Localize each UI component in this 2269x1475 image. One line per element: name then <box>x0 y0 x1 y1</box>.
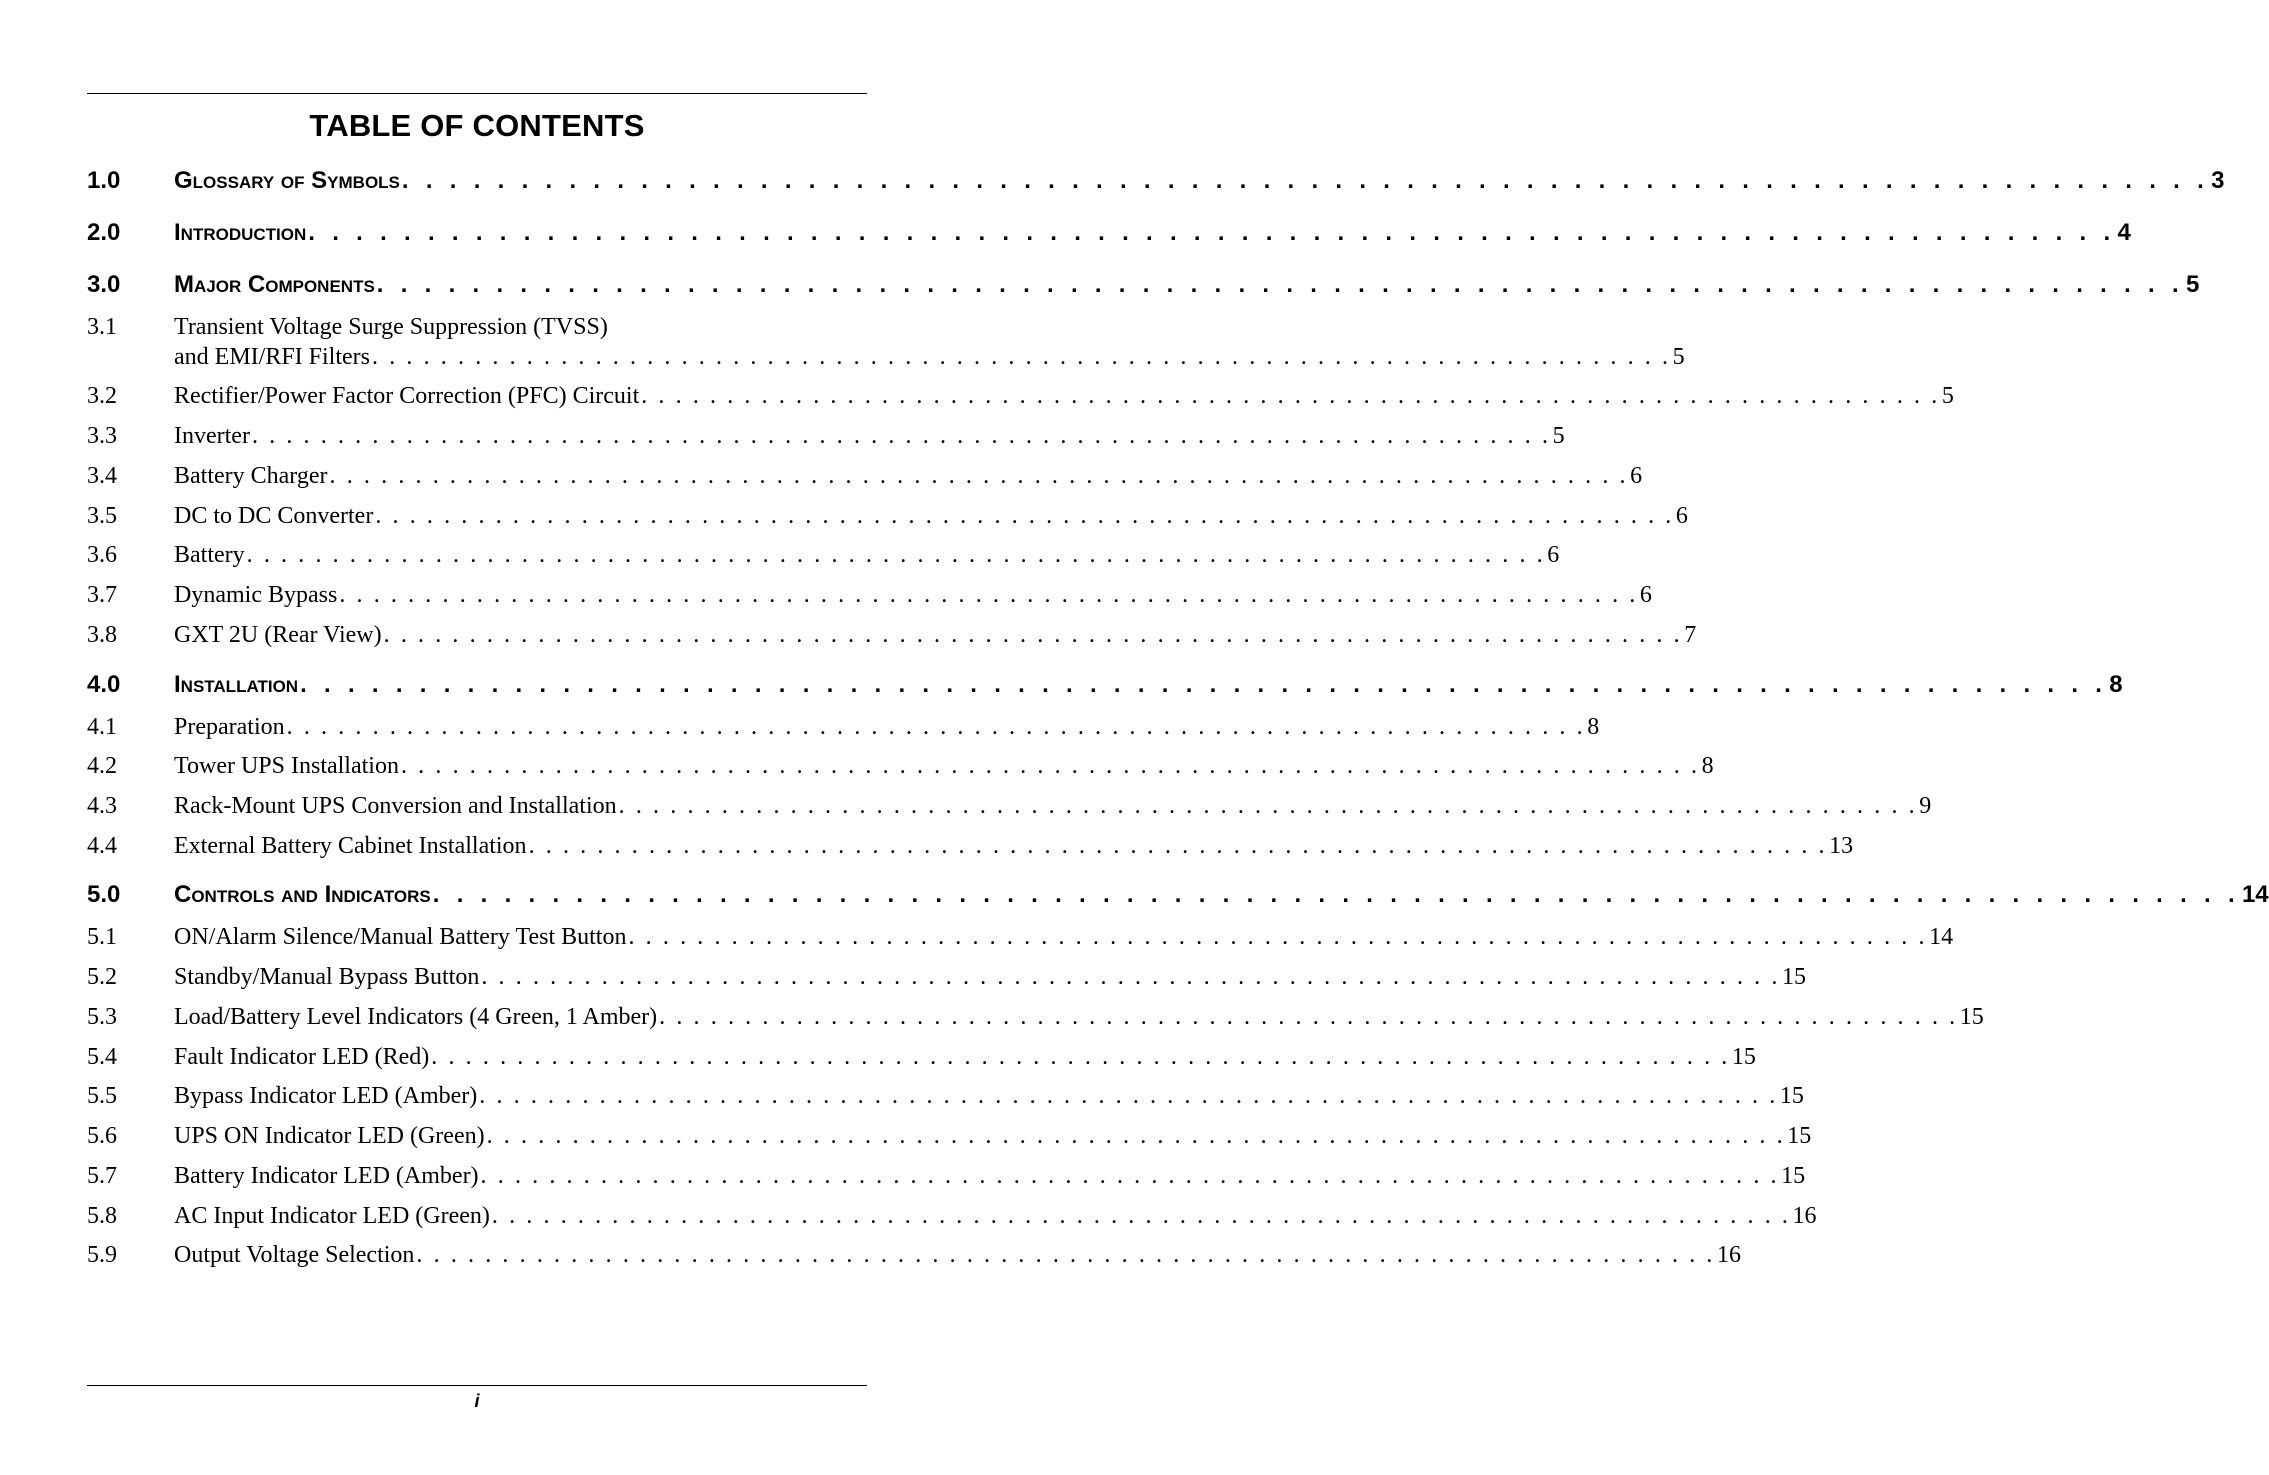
subsection-title: Dynamic Bypass <box>174 582 338 608</box>
toc-subsection[interactable] <box>87 1081 1804 1111</box>
dot-leader: . . . . . . . . . . . . . . . . . . . . . . . . . . . . . . . . . . . . . . . . . . . . . . . . . . . . . . . . . . . . . . . . . . . . . . . . . . . . <box>375 503 1674 529</box>
page-number: 16 <box>1717 1242 1742 1268</box>
dot-leader: . . . . . . . . . . . . . . . . . . . . . . . . . . . . . . . . . . . . . . . . . . . . . . . . . . . . . . . . . . . . . . . . . . . . . . . . . . . . <box>491 1203 1791 1229</box>
subsection-title: Rectifier/Power Factor Correction (PFC) Circuit <box>174 383 640 409</box>
dot-leader: . . . . . . . . . . . . . . . . . . . . . . . . . . . . . . . . . . . . . . . . . . . . . . . . . . . . . . . . . . . . . . . . . . . . . . . . . . . . <box>528 833 1828 859</box>
subsection-title: DC to DC Converter <box>174 503 374 529</box>
section-title: Controls and Indicators <box>174 881 431 908</box>
subsection-title: Rack-Mount UPS Conversion and Installation <box>174 793 617 819</box>
subsection-number: 5.3 <box>87 1004 117 1030</box>
page-number: 6 <box>1547 542 1560 568</box>
page-number: 6 <box>1630 463 1643 489</box>
toc-subsection[interactable] <box>87 1161 1806 1191</box>
subsection-number: 4.2 <box>87 753 117 779</box>
section-number: 5.0 <box>87 881 121 908</box>
section-number: 4.0 <box>87 671 121 698</box>
toc-subsection[interactable] <box>87 381 1954 411</box>
subsection-number: 3.6 <box>87 542 117 568</box>
subsection-number: 3.2 <box>87 383 117 409</box>
page-number: 15 <box>1959 1004 1984 1030</box>
page-number: 5 <box>1552 423 1565 449</box>
page-number: 8 <box>1701 753 1714 779</box>
page-number: 16 <box>1792 1203 1817 1229</box>
dot-leader: . . . . . . . . . . . . . . . . . . . . . . . . . . . . . . . . . . . . . . . . . . . . . . . . . . . . . . . . . . . . . . . . . . . . . . . . . . . . <box>659 1004 1958 1030</box>
bottom-rule <box>87 1385 867 1386</box>
subsection-title: Transient Voltage Surge Suppression (TVSS) <box>174 314 608 340</box>
page-title: TABLE OF CONTENTS <box>309 108 645 143</box>
page-number: 4 <box>2117 219 2131 246</box>
subsection-title: Battery Charger <box>174 463 328 489</box>
subsection-title: Inverter <box>174 423 250 449</box>
section-title: Glossary of Symbols <box>174 167 400 194</box>
dot-leader: . . . . . . . . . . . . . . . . . . . . . . . . . . . . . . . . . . . . . . . . . . . . . . . . . . . . . . . . . . . . . . . . . . . . . . . . . . . . <box>479 1083 1778 1109</box>
page-number: 15 <box>1731 1044 1756 1070</box>
toc-subsection[interactable] <box>87 1240 1742 1270</box>
subsection-title: Load/Battery Level Indicators (4 Green, 1 Amber) <box>174 1004 658 1030</box>
page-number: 15 <box>1781 1163 1806 1189</box>
page-number: 15 <box>1787 1123 1812 1149</box>
toc-subsection[interactable] <box>87 1121 1812 1151</box>
subsection-number: 5.7 <box>87 1163 117 1189</box>
toc-section[interactable] <box>87 167 2225 195</box>
subsection-number: 3.1 <box>87 314 117 340</box>
subsection-title: Standby/Manual Bypass Button <box>174 964 480 990</box>
subsection-title: GXT 2U (Rear View) <box>174 622 382 648</box>
dot-leader: . . . . . . . . . . . . . . . . . . . . . . . . . . . . . . . . . . . . . . . . . . . . . . . . . . . . . . . . . . . . . . . . . . . . . . . . . . . . <box>432 881 2240 908</box>
toc-subsection[interactable] <box>87 831 1854 861</box>
subsection-number: 3.7 <box>87 582 117 608</box>
section-number: 2.0 <box>87 219 121 246</box>
toc-subsection[interactable] <box>87 1002 1984 1032</box>
dot-leader: . . . . . . . . . . . . . . . . . . . . . . . . . . . . . . . . . . . . . . . . . . . . . . . . . . . . . . . . . . . . . . . . . . . . . . . . . . . . <box>286 714 1586 740</box>
dot-leader: . . . . . . . . . . . . . . . . . . . . . . . . . . . . . . . . . . . . . . . . . . . . . . . . . . . . . . . . . . . . . . . . . . . . . . . . . . . . <box>401 167 2210 194</box>
subsection-number: 3.4 <box>87 463 117 489</box>
subsection-title: Battery Indicator LED (Amber) <box>174 1163 479 1189</box>
subsection-number: 3.3 <box>87 423 117 449</box>
toc-subsection[interactable] <box>87 1201 1817 1231</box>
subsection-number: 5.5 <box>87 1083 117 1109</box>
toc-subsection[interactable] <box>87 580 1652 610</box>
subsection-number: 3.8 <box>87 622 117 648</box>
toc-subsection[interactable] <box>87 791 1932 821</box>
dot-leader: . . . . . . . . . . . . . . . . . . . . . . . . . . . . . . . . . . . . . . . . . . . . . . . . . . . . . . . . . . . . . . . . . . . . . . . . . . . . <box>246 542 1546 568</box>
footer-page-number: i <box>474 1391 480 1411</box>
subsection-number: 5.1 <box>87 924 117 950</box>
page-number: 3 <box>2211 167 2225 194</box>
subsection-number: 4.4 <box>87 833 117 859</box>
section-title: Introduction <box>174 219 307 246</box>
page-number: 8 <box>1587 714 1600 740</box>
toc-section[interactable] <box>87 219 2131 247</box>
page-number: 5 <box>1672 344 1685 370</box>
top-rule <box>87 93 867 94</box>
subsection-title: AC Input Indicator LED (Green) <box>174 1203 490 1229</box>
dot-leader: . . . . . . . . . . . . . . . . . . . . . . . . . . . . . . . . . . . . . . . . . . . . . . . . . . . . . . . . . . . . . . . . . . . . . . . . . . . . <box>251 423 1551 449</box>
toc-subsection[interactable] <box>87 1042 1756 1072</box>
subsection-title: Bypass Indicator LED (Amber) <box>174 1083 478 1109</box>
subsection-number: 5.6 <box>87 1123 117 1149</box>
page-number: 9 <box>1919 793 1932 819</box>
subsection-title: UPS ON Indicator LED (Green) <box>174 1123 485 1149</box>
toc-subsection[interactable] <box>87 501 1688 531</box>
page-number: 6 <box>1639 582 1652 608</box>
subsection-title-continued: and EMI/RFI Filters <box>174 344 370 370</box>
page-number: 5 <box>1941 383 1954 409</box>
subsection-title: Tower UPS Installation <box>174 753 399 779</box>
page-number: 6 <box>1675 503 1688 529</box>
subsection-number: 5.8 <box>87 1203 117 1229</box>
dot-leader: . . . . . . . . . . . . . . . . . . . . . . . . . . . . . . . . . . . . . . . . . . . . . . . . . . . . . . . . . . . . . . . . . . . . . . . . . . . . <box>480 1163 1780 1189</box>
dot-leader: . . . . . . . . . . . . . . . . . . . . . . . . . . . . . . . . . . . . . . . . . . . . . . . . . . . . . . . . . . . . . . . . . . . . . . . . . . . . <box>400 753 1700 779</box>
dot-leader: . . . . . . . . . . . . . . . . . . . . . . . . . . . . . . . . . . . . . . . . . . . . . . . . . . . . . . . . . . . . . . . . . . . . . . . . . . . . <box>329 463 1629 489</box>
section-number: 3.0 <box>87 271 121 298</box>
section-title: Major Components <box>174 271 375 298</box>
dot-leader: . . . . . . . . . . . . . . . . . . . . . . . . . . . . . . . . . . . . . . . . . . . . . . . . . . . . . . . . . . . . . . . . . . . . . . . . . . . . <box>376 271 2184 298</box>
page-number: 14 <box>1929 924 1954 950</box>
toc-subsection[interactable] <box>87 312 1685 372</box>
toc-subsection[interactable] <box>87 962 1806 992</box>
page-number: 5 <box>2185 271 2200 298</box>
subsection-number: 4.1 <box>87 714 117 740</box>
toc-subsection[interactable] <box>87 922 1954 952</box>
dot-leader: . . . . . . . . . . . . . . . . . . . . . . . . . . . . . . . . . . . . . . . . . . . . . . . . . . . . . . . . . . . . . . . . . . . . . . . . . . . . <box>628 924 1928 950</box>
dot-leader: . . . . . . . . . . . . . . . . . . . . . . . . . . . . . . . . . . . . . . . . . . . . . . . . . . . . . . . . . . . . . . . . . . . . . . . . . . . . <box>481 964 1780 990</box>
dot-leader: . . . . . . . . . . . . . . . . . . . . . . . . . . . . . . . . . . . . . . . . . . . . . . . . . . . . . . . . . . . . . . . . . . . . . . . . . . . . <box>339 582 1638 608</box>
subsection-number: 3.5 <box>87 503 117 529</box>
toc-subsection[interactable] <box>87 461 1643 491</box>
subsection-title: Preparation <box>174 714 285 740</box>
subsection-number: 5.4 <box>87 1044 117 1070</box>
subsection-number: 5.9 <box>87 1242 117 1268</box>
toc-section[interactable] <box>87 881 2269 909</box>
dot-leader: . . . . . . . . . . . . . . . . . . . . . . . . . . . . . . . . . . . . . . . . . . . . . . . . . . . . . . . . . . . . . . . . . . . . . . . . . . . . <box>416 1242 1716 1268</box>
toc-subsection[interactable] <box>87 620 1697 650</box>
dot-leader: . . . . . . . . . . . . . . . . . . . . . . . . . . . . . . . . . . . . . . . . . . . . . . . . . . . . . . . . . . . . . . . . . . . . . . . . . . . . <box>618 793 1918 819</box>
page-number: 7 <box>1684 622 1697 648</box>
dot-leader: . . . . . . . . . . . . . . . . . . . . . . . . . . . . . . . . . . . . . . . . . . . . . . . . . . . . . . . . . . . . . . . . . . . . . . . . . . . . <box>431 1044 1730 1070</box>
toc-subsection[interactable] <box>87 712 1600 742</box>
subsection-number: 4.3 <box>87 793 117 819</box>
subsection-title: External Battery Cabinet Installation <box>174 833 527 859</box>
subsection-title: Output Voltage Selection <box>174 1242 415 1268</box>
page-number: 13 <box>1829 833 1854 859</box>
toc-subsection[interactable] <box>87 751 1714 781</box>
toc-subsection[interactable] <box>87 421 1565 451</box>
page-number: 15 <box>1781 964 1806 990</box>
dot-leader: . . . . . . . . . . . . . . . . . . . . . . . . . . . . . . . . . . . . . . . . . . . . . . . . . . . . . . . . . . . . . . . . . . . . . . . . . . . . <box>300 671 2108 698</box>
toc-section[interactable] <box>87 271 2200 299</box>
toc-subsection[interactable] <box>87 540 1560 570</box>
dot-leader: . . . . . . . . . . . . . . . . . . . . . . . . . . . . . . . . . . . . . . . . . . . . . . . . . . . . . . . . . . . . . . . . . . . . . . . . . . . . <box>308 219 2116 246</box>
subsection-title: Battery <box>174 542 245 568</box>
subsection-title: Fault Indicator LED (Red) <box>174 1044 430 1070</box>
section-title: Installation <box>174 671 299 698</box>
page-number: 14 <box>2241 881 2269 908</box>
page-number: 8 <box>2109 671 2123 698</box>
dot-leader: . . . . . . . . . . . . . . . . . . . . . . . . . . . . . . . . . . . . . . . . . . . . . . . . . . . . . . . . . . . . . . . . . . . . . . . . . . . . <box>641 383 1940 409</box>
toc-section[interactable] <box>87 671 2123 699</box>
dot-leader: . . . . . . . . . . . . . . . . . . . . . . . . . . . . . . . . . . . . . . . . . . . . . . . . . . . . . . . . . . . . . . . . . . . . . . . . . . . . <box>383 622 1683 648</box>
dot-leader: . . . . . . . . . . . . . . . . . . . . . . . . . . . . . . . . . . . . . . . . . . . . . . . . . . . . . . . . . . . . . . . . . . . . . . . . . . . . <box>372 344 1671 370</box>
section-number: 1.0 <box>87 167 121 194</box>
page-number: 15 <box>1779 1083 1804 1109</box>
dot-leader: . . . . . . . . . . . . . . . . . . . . . . . . . . . . . . . . . . . . . . . . . . . . . . . . . . . . . . . . . . . . . . . . . . . . . . . . . . . . <box>486 1123 1786 1149</box>
subsection-number: 5.2 <box>87 964 117 990</box>
subsection-title: ON/Alarm Silence/Manual Battery Test Button <box>174 924 627 950</box>
